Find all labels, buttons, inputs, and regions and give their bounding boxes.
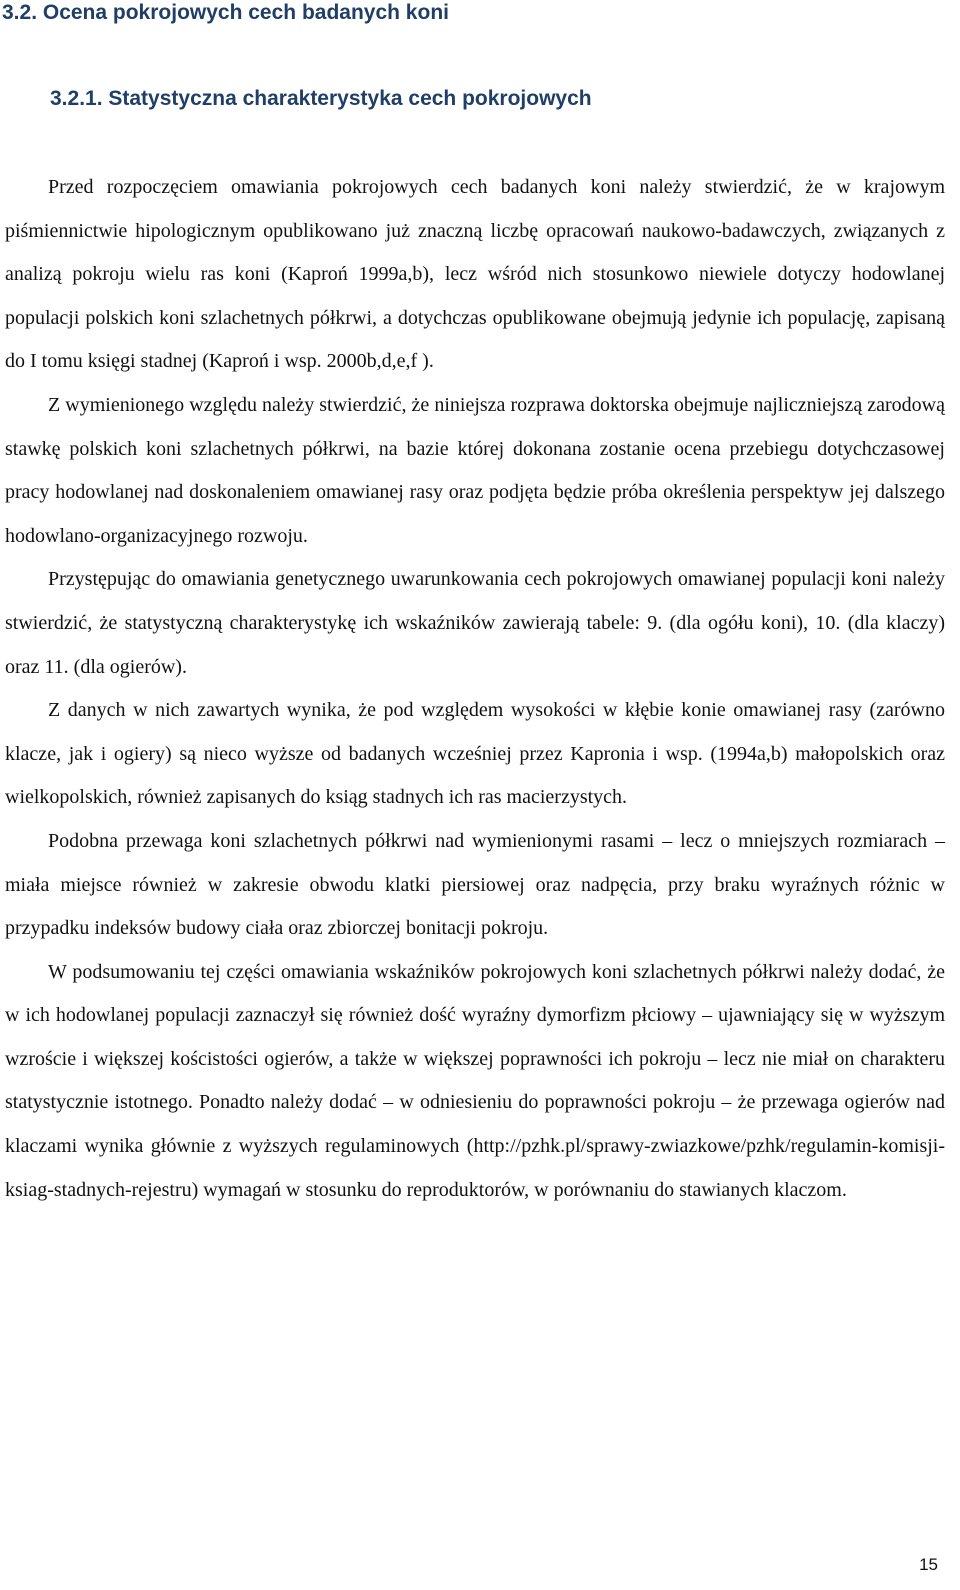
subsection-heading: 3.2.1. Statystyczna charakterystyka cech pokrojowych <box>50 87 592 110</box>
paragraph: Przed rozpoczęciem omawiania pokrojowych cech badanych koni należy stwierdzić, że w krajowym piśmiennictwie hipologicznym opublikowano już znaczną liczbę opracowań naukowo-badawczych, związanych z analizą pokroju wielu ras koni (Kaproń 1999a,b), lecz wśród nich stosunkowo niewiele dotyczy hodowlanej populacji polskich koni szlachetnych półkrwi, a dotychczas opublikowane obejmują jedynie ich populację, zapisaną do I tomu księgi stadnej (Kaproń i wsp. 2000b,d,e,f ). <box>5 176 945 373</box>
section-heading: 3.2. Ocena pokrojowych cech badanych koni <box>2 1 449 24</box>
paragraph: W podsumowaniu tej części omawiania wskaźników pokrojowych koni szlachetnych półkrwi należy dodać, że w ich hodowlanej populacji zaznaczył się również dość wyraźny dymorfizm płciowy – ujawniający się w wyższym wzroście i większej kościstości ogierów, a także w większej poprawności ich pokroju – lecz nie miał on charakteru statystycznie istotnego. Ponadto należy dodać – w odniesieniu do poprawności pokroju – że przewaga ogierów nad klaczami wynika głównie z wyższych regulaminowych (http://pzhk.pl/sprawy-zwiazkowe/pzhk/regulamin-komisji-ksiag-stadnych-rejestru) wymagań w stosunku do reproduktorów, w porównaniu do stawianych klaczom. <box>5 960 945 1201</box>
page-number: 15 <box>919 1555 938 1574</box>
paragraph: Przystępując do omawiania genetycznego uwarunkowania cech pokrojowych omawianej populacji koni należy stwierdzić, że statystyczną charakterystykę ich wskaźników zawierają tabele: 9. (dla ogółu koni), 10. (dla klaczy) oraz 11. (dla ogierów). <box>5 568 945 678</box>
body-text <box>5 166 945 1212</box>
paragraph: Z danych w nich zawartych wynika, że pod względem wysokości w kłębie konie omawianej rasy (zarówno klacze, jak i ogiery) są nieco wyższe od badanych wcześniej przez Kapronia i wsp. (1994a,b) małopolskich oraz wielkopolskich, również zapisanych do ksiąg stadnych ich ras macierzystych. <box>5 699 945 809</box>
paragraph: Podobna przewaga koni szlachetnych półkrwi nad wymienionymi rasami – lecz o mniejszych rozmiarach – miała miejsce również w zakresie obwodu klatki piersiowej oraz nadpęcia, przy braku wyraźnych różnic w przypadku indeksów budowy ciała oraz zbiorczej bonitacji pokroju. <box>5 829 945 940</box>
paragraph: Z wymienionego względu należy stwierdzić, że niniejsza rozprawa doktorska obejmuje najliczniejszą zarodową stawkę polskich koni szlachetnych półkrwi, na bazie której dokonana zostanie ocena przebiegu dotychczasowej pracy hodowlanej nad doskonaleniem omawianej rasy oraz podjęta będzie próba określenia perspektyw jej dalszego hodowlano-organizacyjnego rozwoju. <box>5 393 945 547</box>
